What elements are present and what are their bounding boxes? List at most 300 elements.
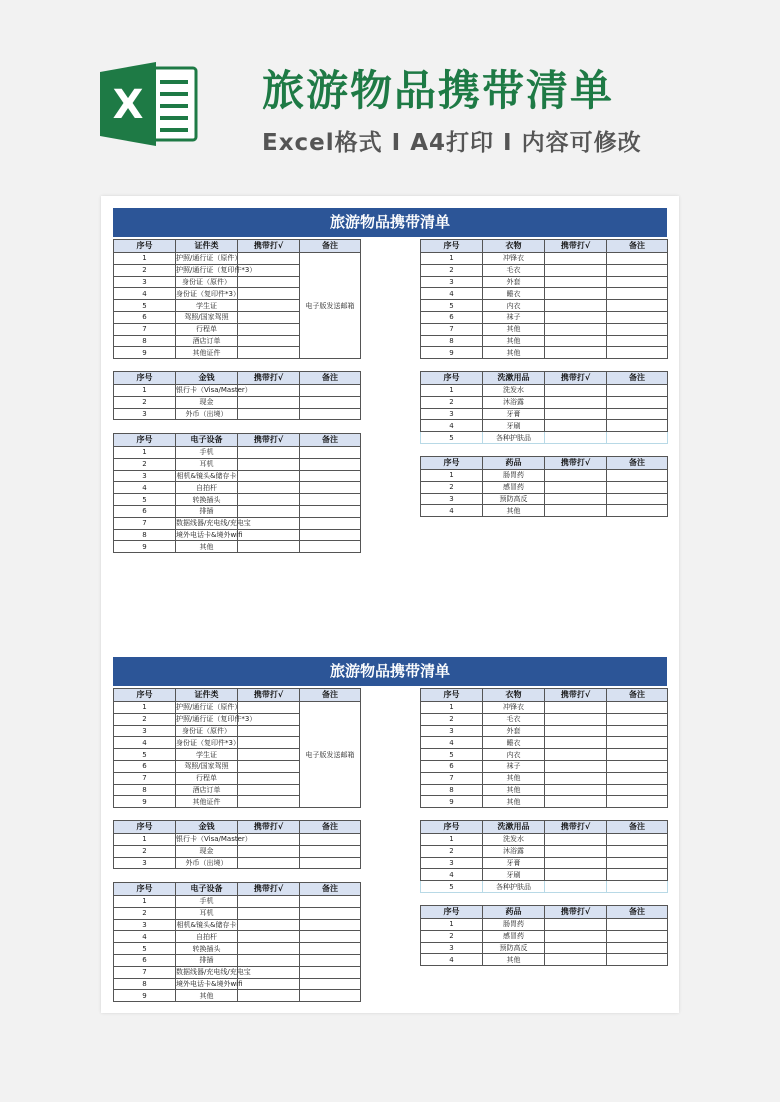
cell-item: 相机&镜头&储存卡 bbox=[176, 920, 237, 929]
cell-carried-checkbox[interactable] bbox=[545, 845, 607, 857]
cell-note[interactable] bbox=[607, 335, 668, 347]
col-header-carried: 携带打√ bbox=[545, 240, 607, 253]
col-header-note: 备注 bbox=[300, 372, 361, 385]
table-row bbox=[421, 323, 668, 335]
table-row bbox=[421, 493, 668, 505]
cell-note[interactable] bbox=[300, 494, 361, 506]
cell-carried-checkbox[interactable] bbox=[545, 311, 607, 323]
cell-seq: 5 bbox=[114, 943, 176, 955]
cell-seq: 3 bbox=[114, 919, 176, 931]
cell-note[interactable] bbox=[607, 347, 668, 359]
cell-carried-checkbox[interactable] bbox=[545, 323, 607, 335]
cell-note[interactable] bbox=[300, 541, 361, 553]
cell-carried-checkbox[interactable] bbox=[545, 385, 607, 397]
cell-item: 转换插头 bbox=[176, 943, 238, 955]
cell-carried-checkbox[interactable] bbox=[238, 347, 300, 359]
table-row bbox=[421, 749, 668, 761]
col-header-seq: 序号 bbox=[421, 372, 483, 385]
cell-carried-checkbox[interactable] bbox=[545, 737, 607, 749]
cell-note[interactable] bbox=[607, 845, 668, 857]
cell-note[interactable] bbox=[300, 385, 361, 397]
cell-carried-checkbox[interactable] bbox=[238, 288, 300, 300]
col-header-item: 药品 bbox=[483, 906, 545, 919]
cell-item: 身份证（复印件*3） bbox=[176, 289, 240, 298]
cell-carried-checkbox[interactable] bbox=[545, 869, 607, 881]
cell-note[interactable] bbox=[300, 919, 361, 931]
cell-item: 牙刷 bbox=[483, 869, 545, 881]
col-header-carried: 携带打√ bbox=[545, 906, 607, 919]
col-header-carried: 携带打√ bbox=[545, 689, 607, 702]
cell-note[interactable] bbox=[300, 470, 361, 482]
cell-carried-checkbox[interactable] bbox=[545, 408, 607, 420]
cell-carried-checkbox[interactable] bbox=[238, 857, 300, 869]
cell-item: 外币（出境） bbox=[176, 857, 238, 869]
cell-carried-checkbox[interactable] bbox=[545, 396, 607, 408]
cell-seq: 1 bbox=[114, 385, 176, 397]
cell-note[interactable] bbox=[607, 930, 668, 942]
cell-item: 睡衣 bbox=[483, 288, 545, 300]
sheet-title: 旅游物品携带清单 bbox=[113, 208, 667, 237]
table-row bbox=[421, 300, 668, 312]
cell-note[interactable] bbox=[300, 896, 361, 908]
cell-seq: 5 bbox=[421, 300, 483, 312]
cell-note[interactable] bbox=[607, 881, 668, 893]
cell-carried-checkbox[interactable] bbox=[238, 725, 300, 737]
cell-seq: 1 bbox=[114, 834, 176, 846]
cell-note[interactable] bbox=[607, 481, 668, 493]
table-row bbox=[114, 702, 361, 714]
cell-note[interactable] bbox=[300, 458, 361, 470]
cell-item: 护照/通行证（复印件*3） bbox=[176, 715, 257, 724]
col-header-item: 洗漱用品 bbox=[483, 821, 545, 834]
cell-item: 排插 bbox=[176, 954, 238, 966]
cell-note[interactable] bbox=[300, 408, 361, 420]
cell-note[interactable] bbox=[300, 834, 361, 846]
table-row bbox=[421, 930, 668, 942]
cell-carried-checkbox[interactable] bbox=[545, 300, 607, 312]
cell-carried-checkbox[interactable] bbox=[545, 493, 607, 505]
cell-note[interactable] bbox=[607, 300, 668, 312]
cell-carried-checkbox[interactable] bbox=[238, 335, 300, 347]
cell-seq: 5 bbox=[421, 432, 483, 444]
cell-note[interactable] bbox=[607, 253, 668, 265]
cell-seq: 2 bbox=[114, 396, 176, 408]
cell-item: 沐浴露 bbox=[483, 845, 545, 857]
col-header-note: 备注 bbox=[300, 434, 361, 447]
col-header-note: 备注 bbox=[300, 821, 361, 834]
cell-seq: 4 bbox=[421, 505, 483, 517]
table-row bbox=[114, 505, 361, 517]
table-row bbox=[114, 943, 361, 955]
cell-note[interactable] bbox=[300, 990, 361, 1002]
cell-note[interactable] bbox=[607, 702, 668, 714]
cell-item: 袜子 bbox=[483, 760, 545, 772]
cell-carried-checkbox[interactable] bbox=[238, 907, 300, 919]
cell-carried-checkbox[interactable] bbox=[545, 470, 607, 482]
cell-note[interactable] bbox=[300, 966, 361, 978]
cell-seq: 1 bbox=[421, 702, 483, 714]
logo-letter: X bbox=[112, 82, 144, 128]
cell-carried-checkbox[interactable] bbox=[238, 529, 300, 541]
cell-carried-checkbox[interactable] bbox=[545, 760, 607, 772]
cell-carried-checkbox[interactable] bbox=[238, 796, 300, 808]
cell-note[interactable] bbox=[607, 725, 668, 737]
col-header-note: 备注 bbox=[607, 821, 668, 834]
table-row bbox=[421, 760, 668, 772]
table-row bbox=[421, 954, 668, 966]
cell-item: 内衣 bbox=[483, 300, 545, 312]
cell-seq: 2 bbox=[114, 907, 176, 919]
cell-carried-checkbox[interactable] bbox=[545, 288, 607, 300]
table-row bbox=[114, 517, 361, 529]
cell-carried-checkbox[interactable] bbox=[238, 737, 300, 749]
cell-note[interactable] bbox=[607, 869, 668, 881]
cell-carried-checkbox[interactable] bbox=[545, 942, 607, 954]
cell-note[interactable] bbox=[607, 772, 668, 784]
cell-carried-checkbox[interactable] bbox=[238, 845, 300, 857]
cell-item: 牙膏 bbox=[483, 408, 545, 420]
cell-carried-checkbox[interactable] bbox=[238, 323, 300, 335]
cell-seq: 7 bbox=[421, 323, 483, 335]
table-row bbox=[421, 857, 668, 869]
cell-seq: 8 bbox=[421, 784, 483, 796]
cell-carried-checkbox[interactable] bbox=[545, 432, 607, 444]
cell-carried-checkbox[interactable] bbox=[238, 447, 300, 459]
cell-carried-checkbox[interactable] bbox=[238, 943, 300, 955]
table-row bbox=[421, 420, 668, 432]
cell-carried-checkbox[interactable] bbox=[238, 772, 300, 784]
cell-carried-checkbox[interactable] bbox=[238, 408, 300, 420]
cell-carried-checkbox[interactable] bbox=[238, 276, 300, 288]
cell-note[interactable] bbox=[300, 943, 361, 955]
table-row bbox=[421, 713, 668, 725]
cell-carried-checkbox[interactable] bbox=[545, 796, 607, 808]
table-row bbox=[421, 737, 668, 749]
banner-subtitle: Excel格式 I A4打印 I 内容可修改 bbox=[262, 130, 642, 156]
cell-note[interactable] bbox=[300, 907, 361, 919]
cell-carried-checkbox[interactable] bbox=[238, 978, 300, 990]
cell-seq: 1 bbox=[421, 919, 483, 931]
cell-carried-checkbox[interactable] bbox=[545, 930, 607, 942]
cell-item: 自拍杆 bbox=[176, 931, 238, 943]
cell-item: 护照/通行证（原件） bbox=[176, 703, 242, 712]
col-header-carried: 携带打√ bbox=[238, 240, 300, 253]
cell-carried-checkbox[interactable] bbox=[545, 505, 607, 517]
cell-note[interactable] bbox=[607, 323, 668, 335]
cell-carried-checkbox[interactable] bbox=[238, 702, 300, 714]
cell-note[interactable] bbox=[607, 311, 668, 323]
cell-seq: 9 bbox=[421, 347, 483, 359]
cell-item: 内衣 bbox=[483, 749, 545, 761]
cell-note[interactable] bbox=[300, 529, 361, 541]
cell-note[interactable] bbox=[607, 713, 668, 725]
cell-carried-checkbox[interactable] bbox=[545, 954, 607, 966]
table-money bbox=[113, 820, 361, 869]
cell-note[interactable] bbox=[607, 760, 668, 772]
cell-seq: 9 bbox=[421, 796, 483, 808]
table-row bbox=[114, 931, 361, 943]
cell-carried-checkbox[interactable] bbox=[545, 749, 607, 761]
col-header-seq: 序号 bbox=[421, 457, 483, 470]
cell-item: 行程单 bbox=[176, 323, 238, 335]
cell-item: 境外电话卡&境外wifi bbox=[176, 530, 243, 539]
cell-note[interactable] bbox=[300, 482, 361, 494]
cell-seq: 1 bbox=[114, 896, 176, 908]
cell-item: 其他 bbox=[176, 990, 238, 1002]
col-header-carried: 携带打√ bbox=[238, 434, 300, 447]
col-header-item: 衣物 bbox=[483, 689, 545, 702]
cell-carried-checkbox[interactable] bbox=[545, 481, 607, 493]
cell-note[interactable] bbox=[607, 385, 668, 397]
cell-carried-checkbox[interactable] bbox=[545, 420, 607, 432]
cell-item: 行程单 bbox=[176, 772, 238, 784]
cell-carried-checkbox[interactable] bbox=[238, 482, 300, 494]
cell-seq: 7 bbox=[114, 517, 176, 529]
col-header-carried: 携带打√ bbox=[545, 821, 607, 834]
col-header-note: 备注 bbox=[300, 883, 361, 896]
cell-note[interactable] bbox=[607, 857, 668, 869]
cell-note[interactable] bbox=[607, 796, 668, 808]
col-header-item: 衣物 bbox=[483, 240, 545, 253]
cell-carried-checkbox[interactable] bbox=[545, 253, 607, 265]
cell-note[interactable] bbox=[607, 288, 668, 300]
cell-item: 袜子 bbox=[483, 311, 545, 323]
table-clothes bbox=[420, 239, 668, 359]
cell-seq: 8 bbox=[114, 784, 176, 796]
cell-carried-checkbox[interactable] bbox=[545, 276, 607, 288]
cell-item: 其他 bbox=[483, 954, 545, 966]
col-header-note: 备注 bbox=[607, 372, 668, 385]
cell-note[interactable] bbox=[607, 408, 668, 420]
col-header-seq: 序号 bbox=[114, 372, 176, 385]
table-row bbox=[421, 942, 668, 954]
cell-carried-checkbox[interactable] bbox=[545, 919, 607, 931]
col-header-carried: 携带打√ bbox=[545, 372, 607, 385]
cell-seq: 6 bbox=[421, 311, 483, 323]
table-row bbox=[114, 396, 361, 408]
table-electronics bbox=[113, 433, 361, 553]
cell-item: 其他 bbox=[483, 772, 545, 784]
cell-seq: 3 bbox=[421, 942, 483, 954]
cell-carried-checkbox[interactable] bbox=[238, 470, 300, 482]
cell-item: 境外电话卡&境外wifi bbox=[176, 979, 243, 988]
cell-note[interactable] bbox=[300, 447, 361, 459]
cell-carried-checkbox[interactable] bbox=[238, 396, 300, 408]
cell-carried-checkbox[interactable] bbox=[545, 347, 607, 359]
table-row bbox=[114, 541, 361, 553]
cell-item: 其他 bbox=[483, 505, 545, 517]
cell-note[interactable] bbox=[607, 264, 668, 276]
col-header-seq: 序号 bbox=[114, 883, 176, 896]
cell-item: 其他 bbox=[483, 784, 545, 796]
cell-carried-checkbox[interactable] bbox=[545, 834, 607, 846]
cell-carried-checkbox[interactable] bbox=[238, 896, 300, 908]
cell-item: 学生证 bbox=[176, 300, 238, 312]
cell-note[interactable] bbox=[300, 517, 361, 529]
cell-seq: 2 bbox=[114, 458, 176, 470]
cell-item: 手机 bbox=[176, 896, 238, 908]
cell-item: 预防高反 bbox=[483, 493, 545, 505]
cell-seq: 1 bbox=[114, 447, 176, 459]
cell-seq: 2 bbox=[421, 930, 483, 942]
cell-seq: 1 bbox=[114, 702, 176, 714]
cell-carried-checkbox[interactable] bbox=[545, 713, 607, 725]
table-row bbox=[114, 482, 361, 494]
cell-seq: 5 bbox=[421, 881, 483, 893]
cell-note[interactable] bbox=[607, 470, 668, 482]
table-money bbox=[113, 371, 361, 420]
cell-item: 肠胃药 bbox=[483, 919, 545, 931]
cell-note[interactable] bbox=[300, 857, 361, 869]
cell-item: 数据线器/充电线/充电宝 bbox=[176, 519, 251, 528]
col-header-seq: 序号 bbox=[114, 434, 176, 447]
cell-carried-checkbox[interactable] bbox=[545, 772, 607, 784]
cell-carried-checkbox[interactable] bbox=[238, 784, 300, 796]
table-row bbox=[114, 978, 361, 990]
cell-note-merged[interactable]: 电子版发送邮箱 bbox=[300, 253, 361, 359]
col-header-item: 金钱 bbox=[176, 372, 238, 385]
table-documents bbox=[113, 239, 361, 359]
cell-carried-checkbox[interactable] bbox=[545, 725, 607, 737]
table-row bbox=[114, 907, 361, 919]
cell-note[interactable] bbox=[607, 493, 668, 505]
cell-seq: 2 bbox=[421, 481, 483, 493]
table-row bbox=[421, 396, 668, 408]
cell-seq: 2 bbox=[421, 264, 483, 276]
banner-title: 旅游物品携带清单 bbox=[262, 66, 615, 115]
table-row bbox=[421, 505, 668, 517]
cell-item: 银行卡（Visa/Master） bbox=[176, 386, 252, 395]
cell-item: 牙膏 bbox=[483, 857, 545, 869]
cell-item: 其他 bbox=[483, 796, 545, 808]
cell-item: 其他 bbox=[483, 323, 545, 335]
cell-note[interactable] bbox=[300, 931, 361, 943]
cell-carried-checkbox[interactable] bbox=[238, 300, 300, 312]
col-header-item: 电子设备 bbox=[176, 883, 238, 896]
cell-item: 预防高反 bbox=[483, 942, 545, 954]
cell-seq: 1 bbox=[421, 385, 483, 397]
cell-carried-checkbox[interactable] bbox=[545, 335, 607, 347]
cell-carried-checkbox[interactable] bbox=[545, 784, 607, 796]
cell-seq: 4 bbox=[421, 288, 483, 300]
col-header-seq: 序号 bbox=[114, 689, 176, 702]
cell-carried-checkbox[interactable] bbox=[545, 264, 607, 276]
cell-item: 其他 bbox=[483, 347, 545, 359]
cell-note[interactable] bbox=[607, 432, 668, 444]
cell-note[interactable] bbox=[300, 396, 361, 408]
cell-note[interactable] bbox=[607, 919, 668, 931]
cell-item: 外套 bbox=[483, 725, 545, 737]
cell-seq: 2 bbox=[421, 713, 483, 725]
cell-seq: 2 bbox=[114, 264, 176, 276]
cell-note[interactable] bbox=[300, 845, 361, 857]
cell-carried-checkbox[interactable] bbox=[238, 931, 300, 943]
cell-item: 驾照/国家驾照 bbox=[176, 760, 238, 772]
cell-carried-checkbox[interactable] bbox=[238, 541, 300, 553]
cell-seq: 3 bbox=[421, 493, 483, 505]
table-medicine bbox=[420, 905, 668, 966]
cell-seq: 4 bbox=[421, 869, 483, 881]
cell-note[interactable] bbox=[607, 834, 668, 846]
cell-item: 外套 bbox=[483, 276, 545, 288]
cell-item: 其他 bbox=[483, 335, 545, 347]
cell-seq: 5 bbox=[114, 300, 176, 312]
table-row bbox=[114, 447, 361, 459]
col-header-note: 备注 bbox=[607, 906, 668, 919]
cell-carried-checkbox[interactable] bbox=[238, 494, 300, 506]
cell-item: 手机 bbox=[176, 447, 238, 459]
cell-seq: 3 bbox=[114, 470, 176, 482]
table-row bbox=[421, 264, 668, 276]
cell-carried-checkbox[interactable] bbox=[238, 505, 300, 517]
cell-carried-checkbox[interactable] bbox=[545, 881, 607, 893]
col-header-seq: 序号 bbox=[421, 240, 483, 253]
cell-note[interactable] bbox=[300, 978, 361, 990]
col-header-note: 备注 bbox=[300, 689, 361, 702]
cell-item: 护照/通行证（复印件*3） bbox=[176, 266, 257, 275]
cell-note[interactable] bbox=[607, 954, 668, 966]
col-header-note: 备注 bbox=[300, 240, 361, 253]
cell-note[interactable] bbox=[607, 942, 668, 954]
cell-note[interactable] bbox=[300, 505, 361, 517]
cell-seq: 4 bbox=[421, 737, 483, 749]
cell-item: 银行卡（Visa/Master） bbox=[176, 835, 252, 844]
cell-carried-checkbox[interactable] bbox=[238, 458, 300, 470]
cell-item: 身份证（原件） bbox=[176, 725, 238, 737]
table-row bbox=[421, 288, 668, 300]
cell-item: 牙刷 bbox=[483, 420, 545, 432]
cell-item: 驾照/国家驾照 bbox=[176, 311, 238, 323]
cell-carried-checkbox[interactable] bbox=[238, 311, 300, 323]
cell-note[interactable] bbox=[607, 737, 668, 749]
cell-carried-checkbox[interactable] bbox=[238, 749, 300, 761]
cell-seq: 7 bbox=[114, 772, 176, 784]
cell-note[interactable] bbox=[300, 954, 361, 966]
col-header-note: 备注 bbox=[607, 457, 668, 470]
cell-carried-checkbox[interactable] bbox=[238, 253, 300, 265]
cell-item: 酒店订单 bbox=[176, 335, 238, 347]
col-header-carried: 携带打√ bbox=[238, 689, 300, 702]
cell-item: 耳机 bbox=[176, 907, 238, 919]
cell-carried-checkbox[interactable] bbox=[238, 990, 300, 1002]
table-row bbox=[114, 834, 361, 846]
cell-item: 护照/通行证（原件） bbox=[176, 254, 242, 263]
cell-carried-checkbox[interactable] bbox=[545, 702, 607, 714]
cell-item: 身份证（原件） bbox=[176, 276, 238, 288]
cell-note[interactable] bbox=[607, 505, 668, 517]
cell-item: 其他证件 bbox=[176, 347, 238, 359]
cell-carried-checkbox[interactable] bbox=[238, 954, 300, 966]
cell-carried-checkbox[interactable] bbox=[238, 919, 300, 931]
table-row bbox=[114, 896, 361, 908]
cell-seq: 1 bbox=[421, 834, 483, 846]
cell-note-merged[interactable]: 电子版发送邮箱 bbox=[300, 702, 361, 808]
cell-carried-checkbox[interactable] bbox=[238, 760, 300, 772]
cell-item: 冲锋衣 bbox=[483, 253, 545, 265]
cell-note[interactable] bbox=[607, 784, 668, 796]
cell-note[interactable] bbox=[607, 396, 668, 408]
col-header-item: 药品 bbox=[483, 457, 545, 470]
cell-seq: 2 bbox=[114, 845, 176, 857]
cell-carried-checkbox[interactable] bbox=[545, 857, 607, 869]
cell-note[interactable] bbox=[607, 420, 668, 432]
col-header-seq: 序号 bbox=[421, 906, 483, 919]
col-header-item: 证件类 bbox=[176, 689, 238, 702]
cell-note[interactable] bbox=[607, 276, 668, 288]
table-row bbox=[421, 784, 668, 796]
cell-seq: 6 bbox=[114, 760, 176, 772]
cell-note[interactable] bbox=[607, 749, 668, 761]
